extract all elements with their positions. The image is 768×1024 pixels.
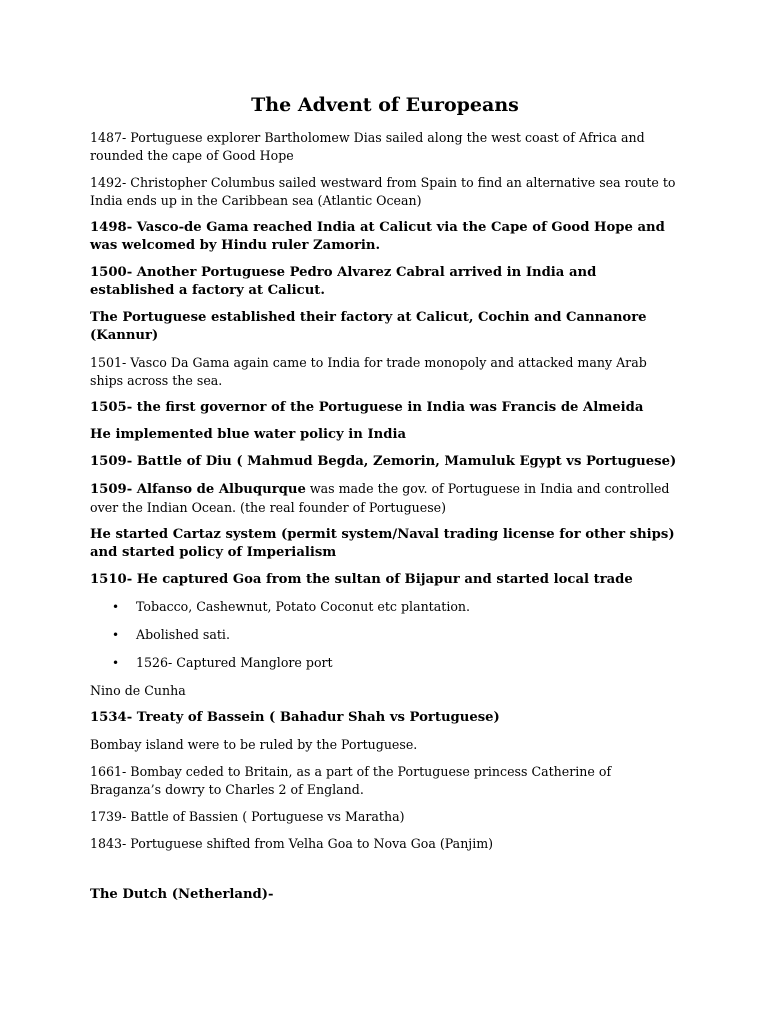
paragraph-nino-de-cunha: Nino de Cunha [90, 683, 186, 698]
paragraph-1661: 1661- Bombay ceded to Britain, as a part of the Portuguese princess Catherine of Braganza’s dowry to Charles 2 of England. [90, 764, 612, 797]
paragraph-1843: 1843- Portuguese shifted from Velha Goa to Nova Goa (Panjim) [90, 836, 494, 851]
list-item [90, 598, 680, 616]
paragraph-1487: 1487- Portuguese explorer Bartholomew Dias sailed along the west coast of Africa and rounded the cape of Good Hope [90, 130, 645, 163]
list-item-text: 1526- Captured Manglore port [136, 655, 333, 670]
section-spacer [90, 862, 680, 886]
document-page [90, 93, 680, 913]
paragraph-albuqurque-heading: 1509- Alfanso de Albuqurque [90, 482, 306, 497]
paragraph-albuqurque-text: was made the gov. of Portuguese in India and controlled over the Indian Ocean. (the real founder of Portuguese) [90, 481, 670, 515]
bullet-icon: • [112, 600, 120, 614]
bullet-list [90, 598, 680, 672]
page-title: The Advent of Europeans [251, 94, 519, 116]
section-heading-dutch: The Dutch (Netherland)- [90, 887, 274, 902]
paragraph-1739: 1739- Battle of Bassien ( Portuguese vs Maratha) [90, 809, 405, 824]
paragraph-1534: 1534- Treaty of Bassein ( Bahadur Shah vs Portuguese) [90, 710, 500, 725]
list-item-text: Abolished sati. [136, 627, 230, 642]
paragraph-1500: 1500- Another Portuguese Pedro Alvarez Cabral arrived in India and established a factory at Calicut. [90, 265, 597, 298]
paragraph-1510: 1510- He captured Goa from the sultan of Bijapur and started local trade [90, 572, 633, 587]
list-item [90, 626, 680, 644]
list-item-text: Tobacco, Cashewnut, Potato Coconut etc plantation. [136, 599, 471, 614]
paragraph-blue-water: He implemented blue water policy in India [90, 427, 407, 442]
bullet-icon: • [112, 656, 120, 670]
paragraph-factories: The Portuguese established their factory at Calicut, Cochin and Cannanore (Kannur) [90, 310, 647, 343]
bullet-icon: • [112, 628, 120, 642]
paragraph-bombay-island: Bombay island were to be ruled by the Portuguese. [90, 737, 418, 752]
paragraph-1505: 1505- the first governor of the Portuguese in India was Francis de Almeida [90, 400, 644, 415]
paragraph-1501: 1501- Vasco Da Gama again came to India for trade monopoly and attacked many Arab ships across the sea. [90, 355, 647, 388]
paragraph-albuqurque [90, 480, 680, 517]
paragraph-1498: 1498- Vasco-de Gama reached India at Calicut via the Cape of Good Hope and was welcomed by Hindu ruler Zamorin. [90, 220, 665, 253]
paragraph-battle-of-diu: 1509- Battle of Diu ( Mahmud Begda, Zemorin, Mamuluk Egypt vs Portuguese) [90, 454, 677, 469]
list-item [90, 654, 680, 672]
paragraph-1492: 1492- Christopher Columbus sailed westward from Spain to find an alternative sea route to India ends up in the Caribbean sea (Atlantic Ocean) [90, 175, 676, 208]
paragraph-cartaz: He started Cartaz system (permit system/Naval trading license for other ships) and started policy of Imperialism [90, 527, 675, 560]
